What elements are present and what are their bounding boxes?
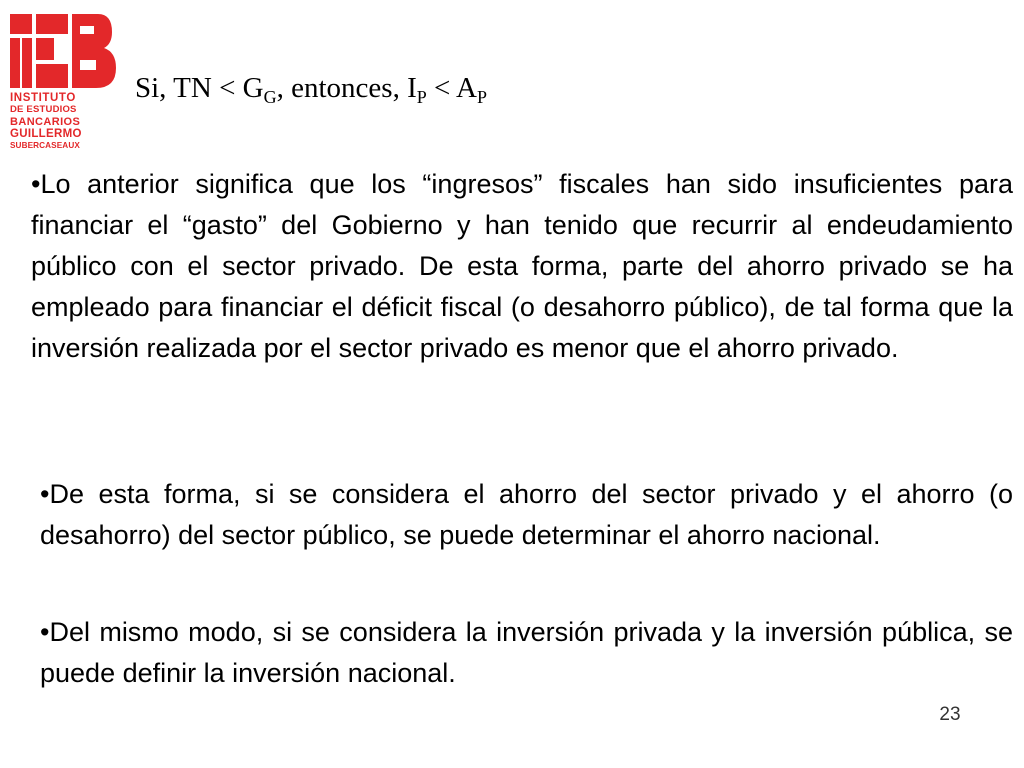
formula-part: < A — [426, 72, 477, 104]
logo-line: INSTITUTO — [10, 92, 76, 104]
logo-text — [10, 92, 130, 152]
bullet-paragraph-2: •De esta forma, si se considera el ahorro del sector privado y el ahorro (o desahorro) del sector público, se puede determinar el ahorro nacional. — [40, 479, 1013, 550]
bullet-paragraph-1: •Lo anterior significa que los “ingresos” fiscales han sido insuficientes para financiar el “gasto” del Gobierno y han tenido que recurrir al endeudamiento público con el sector privado. De esta forma, parte del ahorro privado se ha empleado para financiar el déficit fiscal (o desahorro público), de tal forma que la inversión realizada por el sector privado es menor que el ahorro privado. — [31, 169, 1013, 363]
formula-part: , entonces, I — [276, 72, 417, 104]
logo-line: SUBERCASEAUX — [10, 141, 80, 150]
formula-subscript: P — [416, 87, 427, 107]
ieb-logo-icon — [10, 12, 130, 92]
logo-line: GUILLERMO — [10, 128, 82, 140]
page-number: 23 — [939, 704, 961, 725]
formula-subscript: G — [263, 87, 277, 107]
slide-formula — [135, 72, 487, 108]
logo-line: DE ESTUDIOS — [10, 104, 77, 115]
formula-part: Si, TN < G — [135, 72, 264, 104]
formula-subscript: P — [476, 87, 487, 107]
bullet-paragraph-3: •Del mismo modo, si se considera la inversión privada y la inversión pública, se puede definir la inversión nacional. — [40, 617, 1013, 688]
institute-logo — [10, 12, 130, 160]
logo-line: BANCARIOS — [10, 116, 81, 128]
